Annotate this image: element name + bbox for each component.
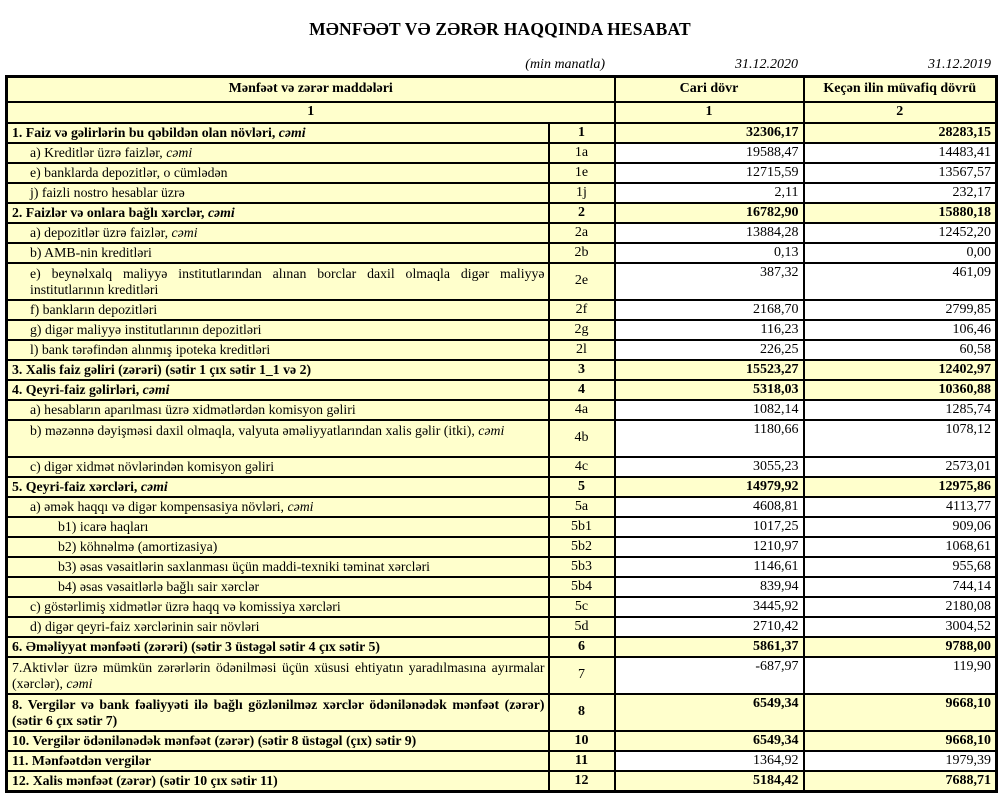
row-label: 3. Xalis faiz gəliri (zərəri) (sətir 1 çıx sətir 1_1 və 2) <box>7 360 549 380</box>
col-header-items: Mənfəət və zərər maddələri <box>7 77 615 102</box>
row-label: 4. Qeyri-faiz gəlirləri, cəmi <box>7 380 549 400</box>
row-code: 5b2 <box>549 537 615 557</box>
row-code: 7 <box>549 657 615 694</box>
row-label: b) məzənnə dəyişməsi daxil olmaqla, valyuta əməliyyatlarından xalis gəlir (itki), cəmi <box>7 420 549 457</box>
table-row <box>7 537 997 557</box>
row-label: 11. Mənfəətdən vergilər <box>7 751 549 771</box>
table-header-row <box>7 77 997 102</box>
row-value-previous: 1979,39 <box>804 751 997 771</box>
row-value-current: 1364,92 <box>615 751 804 771</box>
row-label: a) əmək haqqı və digər kompensasiya növləri, cəmi <box>7 497 549 517</box>
table-row <box>7 123 997 143</box>
row-value-current: 839,94 <box>615 577 804 597</box>
row-label: l) bank tərəfindən alınmış ipoteka kreditləri <box>7 340 549 360</box>
row-value-current: 3055,23 <box>615 457 804 477</box>
row-code: 5a <box>549 497 615 517</box>
colnum-previous: 2 <box>804 102 997 123</box>
table-row <box>7 320 997 340</box>
table-row <box>7 163 997 183</box>
row-value-previous: 2573,01 <box>804 457 997 477</box>
table-row <box>7 380 997 400</box>
table-row <box>7 517 997 537</box>
row-code: 5b4 <box>549 577 615 597</box>
row-value-current: 32306,17 <box>615 123 804 143</box>
row-label: g) digər maliyyə institutlarının depozitləri <box>7 320 549 340</box>
row-value-current: -687,97 <box>615 657 804 694</box>
row-value-previous: 1285,74 <box>804 400 997 420</box>
row-value-previous: 2799,85 <box>804 300 997 320</box>
table-row <box>7 340 997 360</box>
row-value-previous: 12452,20 <box>804 223 997 243</box>
row-code: 1 <box>549 123 615 143</box>
row-value-previous: 461,09 <box>804 263 997 300</box>
row-code: 4c <box>549 457 615 477</box>
row-label: e) banklarda depozitlər, o cümlədən <box>7 163 549 183</box>
row-value-previous: 909,06 <box>804 517 997 537</box>
date-previous: 31.12.2019 <box>928 57 991 72</box>
row-value-current: 5318,03 <box>615 380 804 400</box>
colnum-items: 1 <box>7 102 615 123</box>
row-value-previous: 28283,15 <box>804 123 997 143</box>
row-value-current: 4608,81 <box>615 497 804 517</box>
row-value-previous: 119,90 <box>804 657 997 694</box>
row-value-current: 2710,42 <box>615 617 804 637</box>
row-label: d) digər qeyri-faiz xərclərinin sair növləri <box>7 617 549 637</box>
row-code: 2a <box>549 223 615 243</box>
row-value-current: 116,23 <box>615 320 804 340</box>
row-label: b1) icarə haqları <box>7 517 549 537</box>
row-value-previous: 955,68 <box>804 557 997 577</box>
row-label: a) depozitlər üzrə faizlər, cəmi <box>7 223 549 243</box>
row-label: 8. Vergilər və bank fəaliyyəti ilə bağlı gözlənilməz xərclər ödənilənədək mənfəət (zərər) (sətir 6 çıx sətir 7) <box>7 694 549 731</box>
row-value-current: 6549,34 <box>615 731 804 751</box>
row-value-current: 3445,92 <box>615 597 804 617</box>
row-label: a) Kreditlər üzrə faizlər, cəmi <box>7 143 549 163</box>
date-current: 31.12.2020 <box>735 57 798 72</box>
row-label: j) faizli nostro hesablar üzrə <box>7 183 549 203</box>
row-value-previous: 106,46 <box>804 320 997 340</box>
row-value-current: 1146,61 <box>615 557 804 577</box>
row-label: a) hesabların aparılması üzrə xidmətlərdən komisyon gəliri <box>7 400 549 420</box>
row-label: 7.Aktivlər üzrə mümkün zərərlərin ödənilməsi üçün xüsusi ehtiyatın yaradılmasına ayırmalar (xərclər), cəmi <box>7 657 549 694</box>
row-label: b3) əsas vəsaitlərin saxlanması üçün maddi-texniki təminat xərcləri <box>7 557 549 577</box>
row-code: 4a <box>549 400 615 420</box>
row-code: 5d <box>549 617 615 637</box>
row-value-current: 2,11 <box>615 183 804 203</box>
row-code: 12 <box>549 771 615 792</box>
row-value-previous: 2180,08 <box>804 597 997 617</box>
table-row <box>7 243 997 263</box>
table-row <box>7 617 997 637</box>
row-value-current: 0,13 <box>615 243 804 263</box>
table-row <box>7 577 997 597</box>
row-value-current: 15523,27 <box>615 360 804 380</box>
row-code: 2e <box>549 263 615 300</box>
row-value-previous: 12402,97 <box>804 360 997 380</box>
table-row <box>7 557 997 577</box>
row-label: 12. Xalis mənfəət (zərər) (sətir 10 çıx sətir 11) <box>7 771 549 792</box>
report-rows <box>7 123 997 792</box>
row-value-current: 5861,37 <box>615 637 804 657</box>
col-header-previous: Keçən ilin müvafiq dövrü <box>804 77 997 102</box>
table-row <box>7 300 997 320</box>
report-title: MƏNFƏƏT VƏ ZƏRƏR HAQQINDA HESABAT <box>309 19 691 39</box>
table-row <box>7 657 997 694</box>
row-value-previous: 9788,00 <box>804 637 997 657</box>
table-row <box>7 143 997 163</box>
row-value-current: 1180,66 <box>615 420 804 457</box>
row-value-previous: 232,17 <box>804 183 997 203</box>
pnl-table <box>5 75 998 793</box>
row-code: 2l <box>549 340 615 360</box>
table-row <box>7 183 997 203</box>
row-value-current: 1082,14 <box>615 400 804 420</box>
row-value-previous: 13567,57 <box>804 163 997 183</box>
row-code: 3 <box>549 360 615 380</box>
row-value-previous: 7688,71 <box>804 771 997 792</box>
row-code: 11 <box>549 751 615 771</box>
row-label: 2. Faizlər və onlara bağlı xərclər, cəmi <box>7 203 549 223</box>
row-value-current: 1210,97 <box>615 537 804 557</box>
table-row <box>7 731 997 751</box>
row-code: 4b <box>549 420 615 457</box>
row-label: f) bankların depozitləri <box>7 300 549 320</box>
row-code: 2 <box>549 203 615 223</box>
table-row <box>7 203 997 223</box>
row-code: 1j <box>549 183 615 203</box>
row-code: 1e <box>549 163 615 183</box>
row-label: 6. Əməliyyat mənfəəti (zərəri) (sətir 3 üstəgəl sətir 4 çıx sətir 5) <box>7 637 549 657</box>
table-row <box>7 457 997 477</box>
table-row <box>7 477 997 497</box>
table-row <box>7 771 997 792</box>
row-value-previous: 60,58 <box>804 340 997 360</box>
row-value-previous: 744,14 <box>804 577 997 597</box>
row-value-current: 19588,47 <box>615 143 804 163</box>
table-row <box>7 637 997 657</box>
row-value-current: 6549,34 <box>615 694 804 731</box>
row-value-previous: 1068,61 <box>804 537 997 557</box>
dateline <box>5 40 995 73</box>
table-row <box>7 751 997 771</box>
row-value-current: 14979,92 <box>615 477 804 497</box>
col-header-current: Cari dövr <box>615 77 804 102</box>
row-value-current: 1017,25 <box>615 517 804 537</box>
row-value-current: 226,25 <box>615 340 804 360</box>
row-value-previous: 1078,12 <box>804 420 997 457</box>
table-row <box>7 263 997 300</box>
row-value-previous: 9668,10 <box>804 731 997 751</box>
row-label: 5. Qeyri-faiz xərcləri, cəmi <box>7 477 549 497</box>
row-label: b2) köhnəlmə (amortizasiya) <box>7 537 549 557</box>
row-label: 1. Faiz və gəlirlərin bu qəbildən olan növləri, cəmi <box>7 123 549 143</box>
table-row <box>7 694 997 731</box>
table-row <box>7 360 997 380</box>
row-label: b) AMB-nin kreditləri <box>7 243 549 263</box>
row-code: 6 <box>549 637 615 657</box>
table-row <box>7 420 997 457</box>
row-value-current: 16782,90 <box>615 203 804 223</box>
table-row <box>7 223 997 243</box>
table-row <box>7 597 997 617</box>
row-label: 10. Vergilər ödənilənədək mənfəət (zərər) (sətir 8 üstəgəl (çıx) sətir 9) <box>7 731 549 751</box>
row-code: 5c <box>549 597 615 617</box>
row-value-previous: 3004,52 <box>804 617 997 637</box>
row-value-previous: 4113,77 <box>804 497 997 517</box>
row-value-previous: 9668,10 <box>804 694 997 731</box>
row-label: c) digər xidmət növlərindən komisyon gəliri <box>7 457 549 477</box>
table-row <box>7 400 997 420</box>
colnum-current: 1 <box>615 102 804 123</box>
row-code: 2b <box>549 243 615 263</box>
table-colnum-row <box>7 102 997 123</box>
row-value-current: 387,32 <box>615 263 804 300</box>
row-value-previous: 10360,88 <box>804 380 997 400</box>
row-value-current: 12715,59 <box>615 163 804 183</box>
row-value-current: 5184,42 <box>615 771 804 792</box>
row-value-current: 13884,28 <box>615 223 804 243</box>
row-label: e) beynəlxalq maliyyə institutlarından alınan borclar daxil olmaqla digər maliyyə institutlarının kreditləri <box>7 263 549 300</box>
row-code: 5b3 <box>549 557 615 577</box>
row-value-current: 2168,70 <box>615 300 804 320</box>
row-code: 2g <box>549 320 615 340</box>
row-label: b4) əsas vəsaitlərlə bağlı sair xərclər <box>7 577 549 597</box>
row-label: c) göstərlimiş xidmətlər üzrə haqq və komissiya xərcləri <box>7 597 549 617</box>
row-value-previous: 15880,18 <box>804 203 997 223</box>
row-value-previous: 14483,41 <box>804 143 997 163</box>
row-code: 10 <box>549 731 615 751</box>
row-value-previous: 12975,86 <box>804 477 997 497</box>
row-code: 4 <box>549 380 615 400</box>
row-code: 1a <box>549 143 615 163</box>
row-code: 8 <box>549 694 615 731</box>
row-code: 5b1 <box>549 517 615 537</box>
row-code: 2f <box>549 300 615 320</box>
row-value-previous: 0,00 <box>804 243 997 263</box>
table-row <box>7 497 997 517</box>
unit-note: (min manatla) <box>525 57 605 72</box>
row-code: 5 <box>549 477 615 497</box>
